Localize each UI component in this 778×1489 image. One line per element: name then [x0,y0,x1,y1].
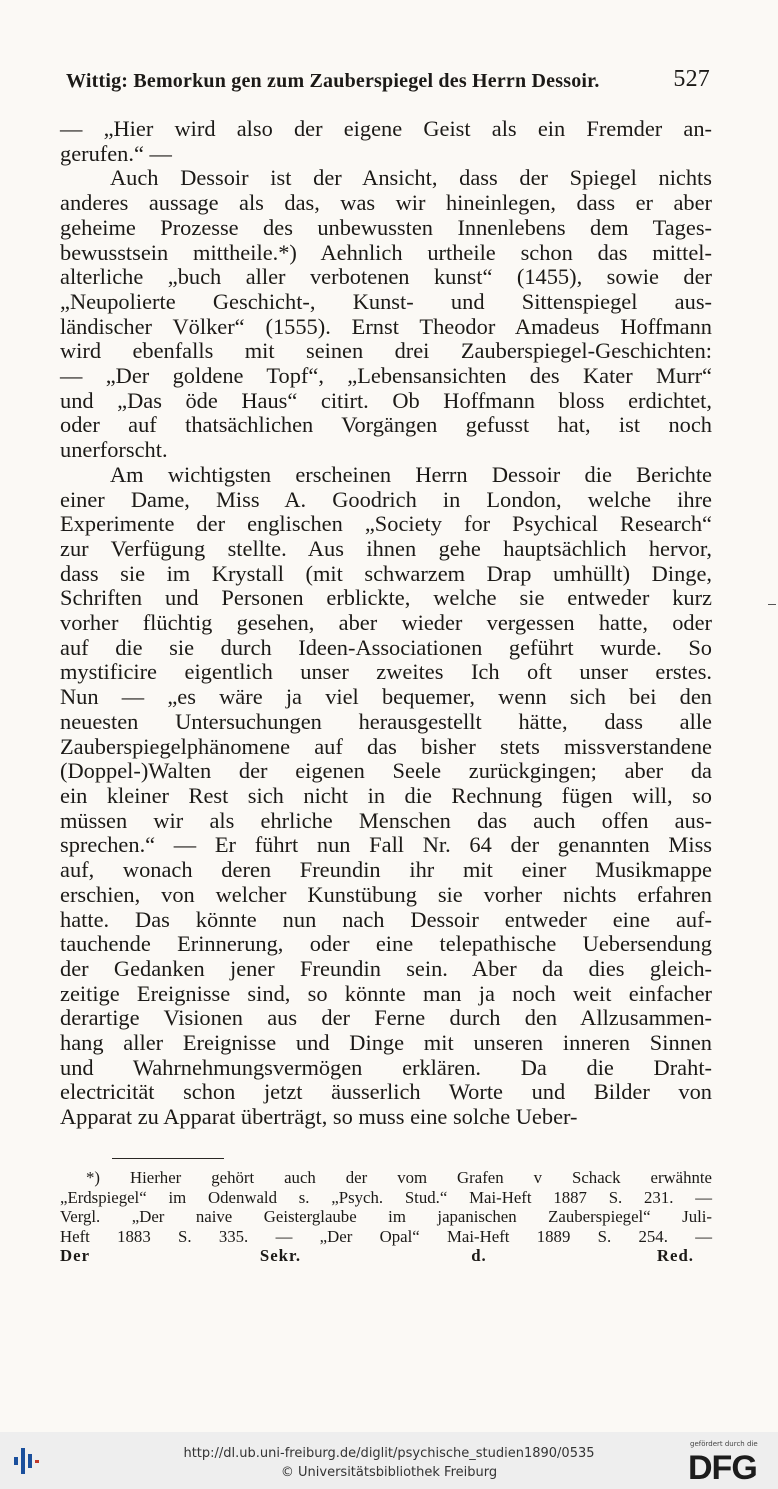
text-line: ländischer Völker“ (1555). Ernst Theodor Amadeus Hoffmann [60,313,712,339]
paragraph [60,463,712,1130]
text-line: tauchende Erinnerung, oder eine telepathische Uebersendung [60,931,712,957]
text-line: unerforscht. [60,437,168,463]
editor-signature: Der Sekr. d. Red. [60,1246,694,1266]
copyright-notice: © Universitätsbibliothek Freiburg [280,1465,498,1480]
page-number: 527 [673,66,710,92]
text-line: gerufen.“ — [60,140,172,166]
text-line: hang aller Ereignisse und Dinge mit unseren inneren Sinnen [60,1030,712,1056]
text-line: dass sie im Krystall (mit schwarzem Drap umhüllt) Dinge, [60,560,712,586]
text-line: zur Verfügung stellte. Aus ihnen gehe hauptsächlich hervor, [60,535,712,561]
viewer-footer [0,1432,778,1489]
text-line: Zauberspiegelphänomene auf das bisher stets missverstandene [60,733,712,759]
text-line: sprechen.“ — Er führt nun Fall Nr. 64 der genannten Miss [60,832,712,858]
text-line: auf die sie durch Ideen-Associationen geführt wurde. So [60,634,712,660]
text-line: — „Hier wird also der eigene Geist als ein Fremder an- [60,116,712,141]
text-line: hatte. Das könnte nun nach Dessoir entweder eine auf- [60,906,712,932]
body-text [60,117,712,1130]
dfg-logo-text: DFG [688,1449,757,1483]
dfg-logo-icon[interactable] [688,1449,768,1483]
footnote-line: *) Hierher gehört auch der vom Grafen v Schack erwähnte [86,1168,712,1187]
footnote [60,1168,712,1266]
text-line: zeitige Ereignisse sind, so könnte man ja noch weit einfacher [60,980,712,1006]
footnote-rule [112,1158,224,1159]
footnote-line: „Erdspiegel“ im Odenwald s. „Psych. Stud.“ Mai-Heft 1887 S. 231. — [60,1187,712,1207]
paragraph [60,117,712,166]
text-line: (Doppel-)Walten der eigenen Seele zurückgingen; aber da [60,758,712,784]
text-line: Am wichtigsten erscheinen Herrn Dessoir die Berichte [110,461,712,487]
footnote-line: Vergl. „Der naive Geisterglaube im japanischen Zauberspiegel“ Juli- [60,1207,712,1227]
paragraph [60,166,712,462]
document-url[interactable]: http://dl.ub.uni-freiburg.de/diglit/psychische_studien1890/0535 [183,1446,595,1461]
text-line: Nun — „es wäre ja viel bequemer, wenn sich bei den [60,684,712,710]
text-line: wird ebenfalls mit seinen drei Zauberspiegel-Geschichten: [60,338,712,364]
text-line: geheime Prozesse des unbewussten Innenlebens dem Tages- [60,214,712,240]
text-line: ein kleiner Rest sich nicht in die Rechnung fügen will, so [60,782,712,808]
text-line: bewusstsein mittheile.*) Aehnlich urtheile schon das mittel- [60,239,712,265]
text-line: anderes aussage als das, was wir hineinlegen, dass er aber [60,190,712,216]
text-line: und Wahrnehmungsvermögen erklären. Da die Draht- [60,1054,712,1080]
text-line: oder auf thatsächlichen Vorgängen gefusst hat, ist noch [60,412,712,438]
text-line: derartige Visionen aus der Ferne durch den Allzusammen- [60,1005,712,1031]
text-line: Apparat zu Apparat überträgt, so muss eine solche Ueber- [60,1104,578,1130]
text-line: Experimente der englischen „Society for Psychical Research“ [60,511,712,537]
dfg-caption: gefördert durch die [690,1440,758,1448]
running-header [66,66,710,93]
text-line: mystificire eigentlich unser zweites Ich oft unser erstes. [60,659,712,685]
margin-mark [768,604,776,605]
text-line: und „Das öde Haus“ citirt. Ob Hoffmann bloss erdichtet, [60,387,712,413]
text-line: auf, wonach deren Freundin ihr mit einer Musikmappe [60,857,712,883]
text-line: „Neupolierte Geschicht-, Kunst- und Sittenspiegel aus- [60,288,712,314]
text-line: Auch Dessoir ist der Ansicht, dass der Spiegel nichts [110,165,712,191]
text-line: erschien, von welcher Kunstübung sie vorher nichts erfahren [60,881,712,907]
text-line: Schriften und Personen erblickte, welche sie entweder kurz [60,585,712,611]
text-line: einer Dame, Miss A. Goodrich in London, welche ihre [60,486,712,512]
text-line: neuesten Untersuchungen herausgestellt hätte, dass alle [60,708,712,734]
text-line: electricität schon jetzt äusserlich Worte und Bilder von [60,1079,712,1105]
text-line: müssen wir als ehrliche Menschen das auch offen aus- [60,807,712,833]
footnote-line: Heft 1883 S. 335. — „Der Opal“ Mai-Heft 1889 S. 254. — [60,1226,712,1246]
text-line: alterliche „buch aller verbotenen kunst“ (1455), sowie der [60,264,712,290]
text-line: der Gedanken jener Freundin sein. Aber da dies gleich- [60,955,712,981]
text-line: vorher flüchtig gesehen, aber wieder vergessen hatte, oder [60,610,712,636]
text-line: — „Der goldene Topf“, „Lebensansichten des Kater Murr“ [60,363,712,389]
header-title: Wittig: Bemorkun gen zum Zauberspiegel des Herrn Dessoir. [66,70,600,92]
